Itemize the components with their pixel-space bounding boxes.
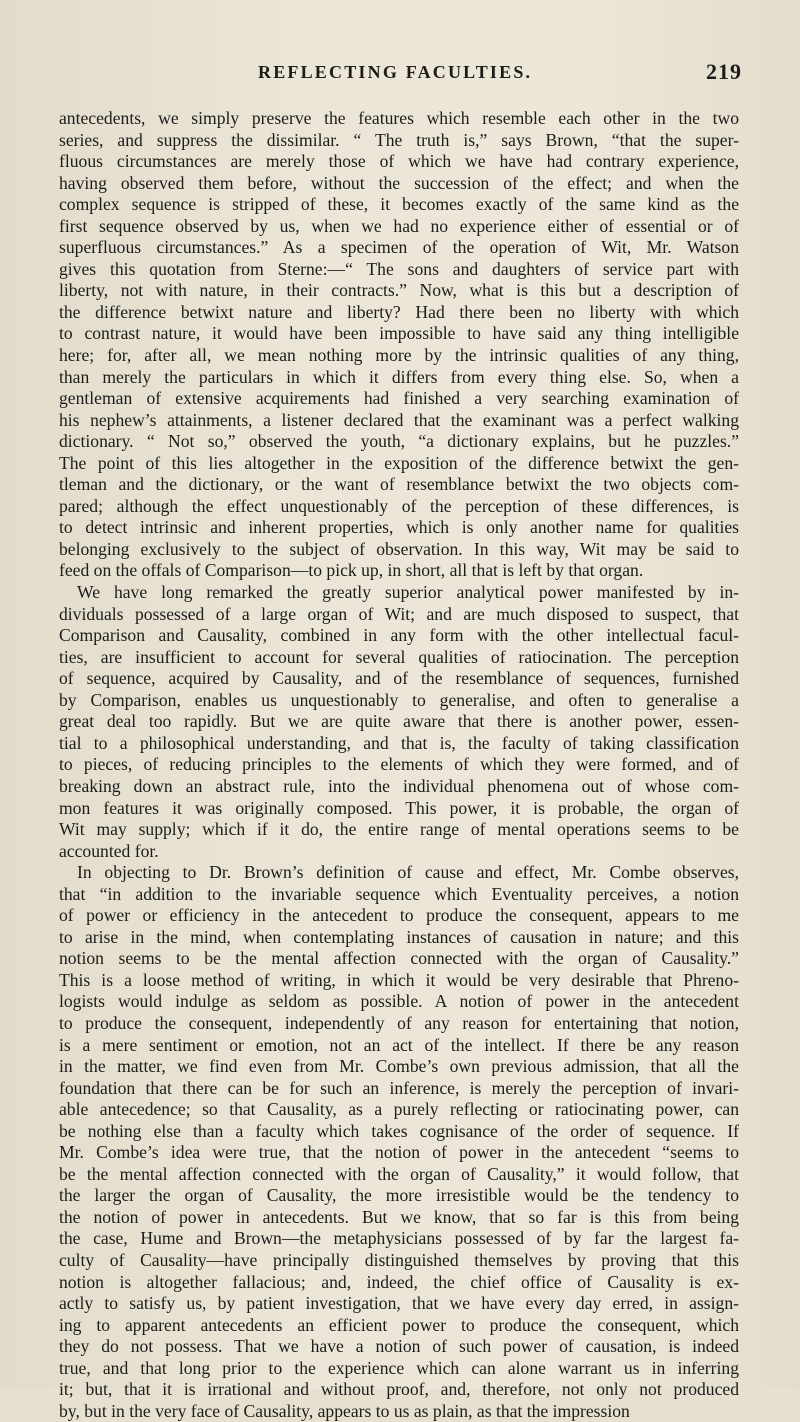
text-line: here; for, after all, we mean nothing more by the intrinsic qualities of any thing, <box>59 345 739 366</box>
text-line: of power or efficiency in the antecedent to produce the consequent, appears to me <box>59 905 739 926</box>
text-line: foundation that there can be for such an inference, is merely the perception of invari- <box>59 1077 739 1098</box>
text-line: the difference betwixt nature and liberty? Had there been no liberty with which <box>59 301 739 322</box>
text-line: by Comparison, enables us unquestionably to generalise, and often to generalise a <box>59 689 739 710</box>
text-line: first sequence observed by us, when we had no experience either of essential or of <box>59 215 739 236</box>
text-line: be the mental affection connected with the organ of Causality,” it would follow, that <box>59 1163 739 1184</box>
text-line: having observed them before, without the succession of the effect; and when the <box>59 172 739 193</box>
text-line: mon features it was originally composed. This power, it is probable, the organ of <box>59 797 739 818</box>
text-line: to pieces, of reducing principles to the elements of which they were formed, and of <box>59 754 739 775</box>
text-line: ties, are insufficient to account for several qualities of ratiocination. The perception <box>59 646 739 667</box>
text-line: be nothing else than a faculty which takes cognisance of the order of sequence. If <box>59 1120 739 1141</box>
text-line: it; but, that it is irrational and without proof, and, therefore, not only not produced <box>59 1379 739 1400</box>
text-line: We have long remarked the greatly superior analytical power manifested by in- <box>77 582 739 603</box>
text-line: dictionary. “ Not so,” observed the youth, “a dictionary explains, but he puzzles.” <box>59 431 739 452</box>
text-line: dividuals possessed of a large organ of Wit; and are much disposed to suspect, that <box>59 603 739 624</box>
text-line: true, and that long prior to the experience which can alone warrant us in inferring <box>59 1357 739 1378</box>
text-line: in the matter, we find even from Mr. Combe’s own previous admission, that all the <box>59 1056 739 1077</box>
text-line: notion is altogether fallacious; and, indeed, the chief office of Causality is ex- <box>59 1271 739 1292</box>
text-line: belonging exclusively to the subject of observation. In this way, Wit may be said to <box>59 538 739 559</box>
text-line: Comparison and Causality, combined in any form with the other intellectual facul- <box>59 625 739 646</box>
text-line: actly to satisfy us, by patient investigation, that we have every day erred, in assign- <box>59 1293 739 1314</box>
text-line: feed on the offals of Comparison—to pick up, in short, all that is left by that organ. <box>59 560 644 581</box>
text-line: pared; although the effect unquestionably of the perception of these differences, is <box>59 495 739 516</box>
text-line: notion seems to be the mental affection connected with the organ of Causality.” <box>59 948 739 969</box>
text-line: gentleman of extensive acquirements had finished a very searching examination of <box>59 388 739 409</box>
text-line: of sequence, acquired by Causality, and of the resemblance of sequences, furnished <box>59 668 739 689</box>
text-line: his nephew’s attainments, a listener declared that the examinant was a perfect walking <box>59 409 739 430</box>
body-text <box>59 108 739 1422</box>
text-line: tleman and the dictionary, or the want of resemblance betwixt the two objects com- <box>59 474 739 495</box>
text-line: than merely the particulars in which it differs from every thing else. So, when a <box>59 366 739 387</box>
text-line: the larger the organ of Causality, the more irresistible would be the tendency to <box>59 1185 739 1206</box>
text-line: Wit may supply; which if it do, the entire range of mental operations seems to be <box>59 819 739 840</box>
text-line: series, and suppress the dissimilar. “ The truth is,” says Brown, “that the super- <box>59 129 739 150</box>
text-line: the case, Hume and Brown—the metaphysicians possessed of by far the largest fa- <box>59 1228 739 1249</box>
text-line: the notion of power in antecedents. But we know, that so far is this from being <box>59 1206 739 1227</box>
text-line: antecedents, we simply preserve the features which resemble each other in the two <box>59 108 739 128</box>
text-line: liberty, not with nature, in their contracts.” Now, what is this but a description of <box>59 280 739 301</box>
text-line: logists would indulge as seldom as possible. A notion of power in the antecedent <box>59 991 739 1012</box>
text-line: great deal too rapidly. But we are quite aware that there is another power, essen- <box>59 711 739 732</box>
text-line: is a mere sentiment or emotion, not an act of the intellect. If there be any reason <box>59 1034 739 1055</box>
text-line: to produce the consequent, independently of any reason for entertaining that notion, <box>59 1012 739 1033</box>
text-line: able antecedence; so that Causality, as a purely reflecting or ratiocinating power, can <box>59 1099 739 1120</box>
running-head <box>0 59 800 88</box>
text-line: culty of Causality—have principally distinguished themselves by proving that this <box>59 1249 739 1270</box>
text-line: by, but in the very face of Causality, appears to us as plain, as that the impression <box>59 1400 630 1421</box>
text-line: to detect intrinsic and inherent properties, which is only another name for qualities <box>59 517 739 538</box>
text-line: accounted for. <box>59 840 159 861</box>
running-title: REFLECTING FACULTIES. <box>258 62 533 82</box>
text-line: breaking down an abstract rule, into the individual phenomena out of whose com- <box>59 775 739 796</box>
text-line: This is a loose method of writing, in which it would be very desirable that Phreno- <box>59 969 739 990</box>
page-number: 219 <box>706 59 742 84</box>
text-line: complex sequence is stripped of these, it becomes exactly of the same kind as the <box>59 194 739 215</box>
text-line: gives this quotation from Sterne:—“ The sons and daughters of service part with <box>59 258 739 279</box>
text-line: In objecting to Dr. Brown’s definition of cause and effect, Mr. Combe observes, <box>77 862 739 883</box>
text-line: ing to apparent antecedents an efficient power to produce the consequent, which <box>59 1314 739 1335</box>
text-line: The point of this lies altogether in the exposition of the difference betwixt the gen- <box>59 452 739 473</box>
text-line: that “in addition to the invariable sequence which Eventuality perceives, a notion <box>59 883 739 904</box>
text-line: tial to a philosophical understanding, and that is, the faculty of taking classification <box>59 732 739 753</box>
text-line: they do not possess. That we have a notion of such power of causation, is indeed <box>59 1336 739 1357</box>
text-line: superfluous circumstances.” As a specimen of the operation of Wit, Mr. Watson <box>59 237 739 258</box>
text-line: fluous circumstances are merely those of which we have had contrary experience, <box>59 151 739 172</box>
text-line: to arise in the mind, when contemplating instances of causation in nature; and this <box>59 926 739 947</box>
text-line: to contrast nature, it would have been impossible to have said any thing intelligible <box>59 323 739 344</box>
text-line: Mr. Combe’s idea were true, that the notion of power in the antecedent “seems to <box>59 1142 739 1163</box>
